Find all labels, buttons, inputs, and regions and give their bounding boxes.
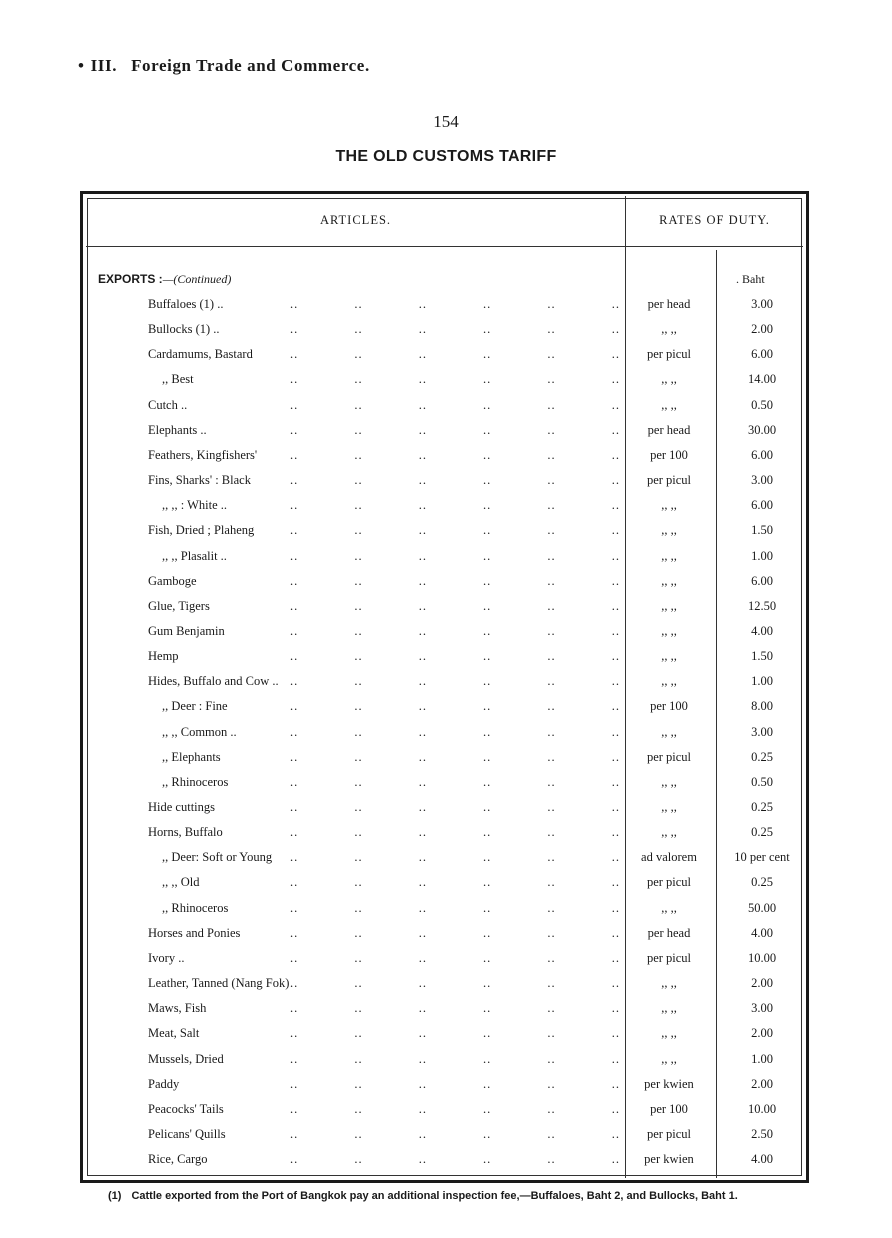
article-name: Fish, Dried ; Plaheng — [148, 523, 255, 538]
table-row — [0, 448, 892, 473]
duty-rate: 30.00 — [747, 422, 777, 437]
table-row — [0, 523, 892, 548]
table-row — [0, 347, 892, 372]
duty-rate: 0.25 — [751, 875, 773, 890]
article-name: ,, Elephants — [162, 749, 221, 764]
article-name: Elephants .. — [148, 422, 207, 437]
article-name: Meat, Salt — [148, 1026, 200, 1041]
dot-leaders: .. .. .. .. .. .. — [290, 548, 620, 563]
duty-unit: ,, ,, — [661, 523, 677, 538]
column-header-rates: RATES OF DUTY. — [659, 213, 770, 227]
duty-unit: per kwien — [644, 1076, 694, 1091]
duty-rate: 3.00 — [751, 297, 773, 311]
table-row — [0, 951, 892, 976]
duty-unit: ,, ,, — [661, 322, 677, 337]
footnote-mark: (1) — [108, 1190, 122, 1202]
dot-leaders: .. .. .. .. .. .. — [290, 800, 620, 814]
dot-leaders: .. .. .. .. .. .. — [290, 523, 620, 538]
duty-unit: per picul — [646, 950, 692, 965]
dot-leaders: .. .. .. .. .. .. — [290, 825, 620, 840]
duty-unit: ,, ,, — [661, 825, 677, 840]
article-name: Feathers, Kingfishers' — [148, 447, 258, 462]
duty-rate: 0.50 — [751, 774, 773, 789]
table-row — [0, 875, 892, 900]
currency-label: . Baht — [736, 272, 765, 286]
duty-unit: ,, ,, — [661, 397, 677, 412]
header-rule — [86, 246, 803, 247]
table-row — [0, 423, 892, 448]
table-row — [0, 398, 892, 423]
duty-rate: 4.00 — [751, 1152, 773, 1167]
duty-rate: 2.00 — [751, 1076, 773, 1091]
table-row — [0, 473, 892, 498]
article-name: ,, Deer: Soft or Young — [162, 850, 273, 865]
duty-unit: per kwien — [644, 1152, 694, 1167]
article-name: ,, ,, Common .. — [162, 724, 237, 739]
table-row — [0, 750, 892, 775]
article-name: ,, ,, Plasalit .. — [162, 548, 227, 563]
article-name: Cutch .. — [148, 397, 188, 412]
duty-unit: per head — [647, 925, 691, 940]
dot-leaders: .. .. .. .. .. .. — [290, 372, 620, 387]
article-name: Leather, Tanned (Nang Fok) — [148, 976, 290, 991]
duty-rate: 4.00 — [751, 623, 773, 638]
dot-leaders: .. .. .. .. .. .. — [290, 623, 620, 638]
dot-leaders: .. .. .. .. .. .. — [290, 925, 620, 940]
article-name: Hemp — [148, 649, 179, 664]
duty-rate: 1.00 — [751, 1051, 773, 1066]
dot-leaders: .. .. .. .. .. .. — [290, 850, 620, 865]
article-name: Peacocks' Tails — [148, 1101, 224, 1116]
duty-unit: per picul — [646, 749, 692, 764]
dot-leaders: .. .. .. .. .. .. — [290, 297, 620, 311]
dot-leaders: .. .. .. .. .. .. — [290, 1026, 620, 1041]
header-numeral: III. — [90, 56, 118, 75]
article-name: ,, ,, Old — [162, 875, 200, 890]
duty-unit: per 100 — [650, 699, 688, 714]
column-header-articles: ARTICLES. — [319, 213, 392, 227]
duty-unit: ,, ,, — [661, 598, 677, 613]
dot-leaders: .. .. .. .. .. .. — [290, 498, 620, 513]
table-row — [0, 901, 892, 926]
duty-unit: ,, ,, — [661, 774, 677, 789]
dot-leaders: .. .. .. .. .. .. — [290, 724, 620, 739]
duty-rate: 4.00 — [751, 925, 773, 940]
dot-leaders: .. .. .. .. .. .. — [290, 447, 620, 462]
article-name: Hide cuttings — [148, 800, 216, 814]
dot-leaders: .. .. .. .. .. .. — [290, 950, 620, 965]
table-row — [0, 1001, 892, 1026]
table-row — [0, 624, 892, 649]
dot-leaders: .. .. .. .. .. .. — [290, 573, 620, 588]
duty-unit: per 100 — [650, 1101, 688, 1116]
dot-leaders: .. .. .. .. .. .. — [290, 699, 620, 714]
header-title: Foreign Trade and Commerce. — [131, 56, 370, 75]
duty-rate: 6.00 — [751, 498, 773, 513]
dot-leaders: .. .. .. .. .. .. — [290, 397, 620, 412]
table-row — [0, 1026, 892, 1051]
page-number: 154 — [433, 112, 459, 131]
duty-rate: 2.00 — [751, 1026, 773, 1041]
article-name: Maws, Fish — [148, 1001, 207, 1016]
duty-rate: 12.50 — [747, 598, 777, 613]
article-name: ,, Rhinoceros — [162, 774, 229, 789]
duty-unit: ,, ,, — [661, 548, 677, 563]
table-row — [0, 574, 892, 599]
duty-rate: 8.00 — [751, 699, 773, 714]
duty-rate: 3.00 — [751, 473, 773, 488]
duty-rate: 0.25 — [751, 825, 773, 840]
table-row — [0, 800, 892, 825]
duty-rate: 6.00 — [751, 573, 773, 588]
duty-rate: 0.25 — [751, 749, 773, 764]
duty-unit: per picul — [646, 1126, 692, 1141]
table-row — [0, 322, 892, 347]
dot-leaders: .. .. .. .. .. .. — [290, 1051, 620, 1066]
dot-leaders: .. .. .. .. .. .. — [290, 976, 620, 991]
table-row — [0, 674, 892, 699]
table-row — [0, 1102, 892, 1127]
article-name: ,, Deer : Fine — [162, 699, 228, 714]
section-title: EXPORTS : — [98, 272, 163, 286]
table-row — [0, 1152, 892, 1177]
article-name: Bullocks (1) .. — [148, 322, 220, 337]
table-row — [0, 825, 892, 850]
duty-rate: 1.50 — [751, 523, 773, 538]
dot-leaders: .. .. .. .. .. .. — [290, 774, 620, 789]
duty-rate: 10.00 — [747, 950, 777, 965]
running-header — [78, 56, 370, 76]
dot-leaders: .. .. .. .. .. .. — [290, 322, 620, 337]
duty-unit: per picul — [646, 875, 692, 890]
dot-leaders: .. .. .. .. .. .. — [290, 1101, 620, 1116]
dot-leaders: .. .. .. .. .. .. — [290, 422, 620, 437]
dot-leaders: .. .. .. .. .. .. — [290, 1076, 620, 1091]
table-row — [0, 372, 892, 397]
dot-leaders: .. .. .. .. .. .. — [290, 900, 620, 915]
duty-unit: ,, ,, — [661, 1051, 677, 1066]
duty-unit: ,, ,, — [661, 800, 677, 814]
duty-unit: ,, ,, — [661, 724, 677, 739]
dot-leaders: .. .. .. .. .. .. — [290, 875, 620, 890]
article-name: Ivory .. — [148, 950, 185, 965]
duty-unit: per 100 — [650, 447, 688, 462]
article-name: Mussels, Dried — [148, 1051, 224, 1066]
duty-unit: ,, ,, — [661, 623, 677, 638]
duty-rate: 2.00 — [751, 322, 773, 337]
table-row — [0, 926, 892, 951]
duty-unit: per picul — [646, 473, 692, 488]
table-row — [0, 649, 892, 674]
duty-unit: ,, ,, — [661, 1026, 677, 1041]
duty-unit: ,, ,, — [661, 1001, 677, 1016]
table-row — [0, 549, 892, 574]
duty-unit: ,, ,, — [661, 498, 677, 513]
article-name: Horses and Ponies — [148, 925, 241, 940]
article-name: Hides, Buffalo and Cow .. — [148, 674, 279, 689]
duty-rate: 1.00 — [751, 674, 773, 689]
duty-unit: per head — [647, 422, 691, 437]
dot-leaders: .. .. .. .. .. .. — [290, 1001, 620, 1016]
article-name: Paddy — [148, 1076, 180, 1091]
duty-rate: 3.00 — [751, 1001, 773, 1016]
table-row — [0, 1127, 892, 1152]
duty-rate: 0.50 — [751, 397, 773, 412]
duty-unit: ,, ,, — [661, 976, 677, 991]
section-label — [98, 272, 231, 287]
table-row — [0, 1052, 892, 1077]
dot-leaders: .. .. .. .. .. .. — [290, 1126, 620, 1141]
duty-rate: 0.25 — [751, 800, 773, 814]
duty-rate: 50.00 — [747, 900, 777, 915]
duty-rate: 2.50 — [751, 1126, 773, 1141]
table-row — [0, 699, 892, 724]
article-name: Buffaloes (1) .. — [148, 297, 224, 311]
table-row — [0, 498, 892, 523]
table-row — [0, 725, 892, 750]
dot-leaders: .. .. .. .. .. .. — [290, 749, 620, 764]
page-title: THE OLD CUSTOMS TARIFF — [335, 148, 557, 165]
duty-rate: 10.00 — [747, 1101, 777, 1116]
section-note: —(Continued) — [162, 272, 232, 286]
dot-leaders: .. .. .. .. .. .. — [290, 598, 620, 613]
article-name: Cardamums, Bastard — [148, 347, 253, 362]
duty-rate: 1.50 — [751, 649, 773, 664]
footnote — [108, 1190, 738, 1202]
table-row — [0, 976, 892, 1001]
table-row — [0, 850, 892, 875]
dot-leaders: .. .. .. .. .. .. — [290, 649, 620, 664]
duty-rate: 6.00 — [751, 347, 773, 362]
table-row — [0, 1077, 892, 1102]
table-row — [0, 775, 892, 800]
dot-leaders: .. .. .. .. .. .. — [290, 674, 620, 689]
duty-unit: ,, ,, — [661, 900, 677, 915]
duty-rate: 10 per cent — [734, 850, 790, 865]
duty-rate: 6.00 — [751, 447, 773, 462]
duty-rate: 3.00 — [751, 724, 773, 739]
duty-unit: per head — [647, 297, 691, 311]
duty-unit: ,, ,, — [661, 674, 677, 689]
footnote-text: Cattle exported from the Port of Bangkok pay an additional inspection fee,—Buffaloes, Baht 2, and Bullocks, Baht 1. — [131, 1190, 738, 1202]
article-name: Pelicans' Quills — [148, 1126, 226, 1141]
duty-unit: per picul — [646, 347, 692, 362]
article-name: Gum Benjamin — [148, 623, 225, 638]
duty-unit: ,, ,, — [661, 649, 677, 664]
article-name: ,, Rhinoceros — [162, 900, 229, 915]
dot-leaders: .. .. .. .. .. .. — [290, 1152, 620, 1167]
article-name: Gamboge — [148, 573, 197, 588]
article-name: Glue, Tigers — [148, 598, 210, 613]
dot-leaders: .. .. .. .. .. .. — [290, 347, 620, 362]
duty-unit: ad valorem — [641, 850, 697, 865]
article-name: ,, Best — [162, 372, 194, 387]
duty-unit: ,, ,, — [661, 573, 677, 588]
dot-leaders: .. .. .. .. .. .. — [290, 473, 620, 488]
header-bullet: • — [78, 56, 85, 75]
article-name: Rice, Cargo — [148, 1152, 208, 1167]
article-name: Fins, Sharks' : Black — [148, 473, 251, 488]
duty-rate: 2.00 — [751, 976, 773, 991]
table-row — [0, 599, 892, 624]
duty-unit: ,, ,, — [661, 372, 677, 387]
duty-rate: 1.00 — [751, 548, 773, 563]
table-row — [0, 297, 892, 322]
article-name: ,, ,, : White .. — [162, 498, 228, 513]
duty-rate: 14.00 — [747, 372, 777, 387]
article-name: Horns, Buffalo — [148, 825, 223, 840]
